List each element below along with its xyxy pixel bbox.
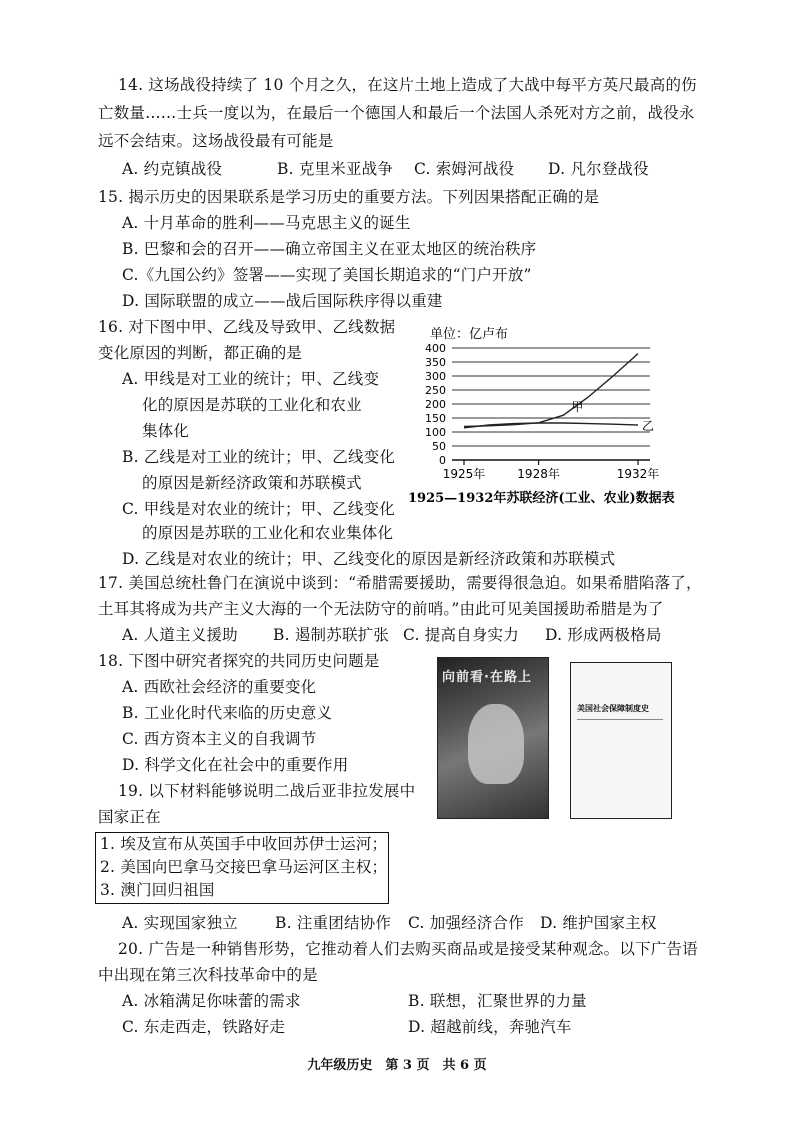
q15-stem: 15. 揭示历史的因果联系是学习历史的重要方法。下列因果搭配正确的是 [98, 188, 600, 206]
q19-option-a: A. 实现国家独立 [122, 914, 238, 932]
book-2-title: 美国社会保障制度史 [577, 704, 649, 713]
series-line-yi [464, 423, 638, 428]
y-tick-label: 200 [425, 398, 446, 411]
x-tick-label: 1932年 [616, 467, 660, 481]
q16-option-a-line-3: 集体化 [142, 422, 190, 440]
q16-option-b-line-1: B. 乙线是对工业的统计；甲、乙线变化 [122, 448, 396, 466]
book-1-portrait [468, 704, 524, 784]
q19-material-3: 3. 澳门回归祖国 [100, 881, 215, 899]
ussr-economy-chart [400, 318, 680, 528]
q15-option-b: B. 巴黎和会的召开——确立帝国主义在亚太地区的统治秩序 [122, 240, 537, 258]
q18-option-d: D. 科学文化在社会中的重要作用 [122, 756, 349, 774]
q17-option-a: A. 人道主义援助 [122, 626, 238, 644]
q20-stem-line-2: 中出现在第三次科技革命中的是 [98, 966, 318, 984]
q19-stem-line-2: 国家正在 [98, 808, 161, 826]
q19-option-d: D. 维护国家主权 [540, 914, 657, 932]
q14-option-a: A. 约克镇战役 [122, 160, 223, 178]
q14-stem-line-1: 14. 这场战役持续了 10 个月之久，在这片土地上造成了大战中每平方英尺最高的伤 [118, 76, 697, 94]
book-cover-2 [570, 662, 672, 819]
y-tick-label: 100 [425, 426, 446, 439]
y-tick-label: 50 [432, 440, 446, 453]
q16-option-c-line-1: C. 甲线是对农业的统计；甲、乙线变化 [122, 500, 395, 518]
book-1-title: 向前看·在路上 [442, 670, 532, 685]
y-tick-label: 250 [425, 384, 446, 397]
q19-stem-line-1: 19. 以下材料能够说明二战后亚非拉发展中 [118, 782, 416, 800]
q15-option-d: D. 国际联盟的成立——战后国际秩序得以重建 [122, 292, 443, 310]
q16-option-a-line-2: 化的原因是苏联的工业化和农业 [142, 396, 362, 414]
q18-option-c: C. 西方资本主义的自我调节 [122, 730, 317, 748]
q17-stem-line-2: 土耳其将成为共产主义大海的一个无法防守的前哨。”由此可见美国援助希腊是为了 [98, 600, 664, 618]
q14-option-c: C. 索姆河战役 [414, 160, 515, 178]
chart-unit-label: 单位：亿卢布 [430, 327, 509, 342]
q18-option-a: A. 西欧社会经济的重要变化 [122, 678, 317, 696]
q14-option-b: B. 克里米亚战争 [277, 160, 394, 178]
series-layer [464, 354, 654, 433]
page-footer: 九年级历史 第 3 页 共 6 页 [307, 1058, 487, 1073]
x-tick-label: 1925年 [442, 467, 486, 481]
q15-option-c: C.《九国公约》签署——实现了美国长期追求的“门户开放” [122, 266, 532, 284]
q20-stem-line-1: 20. 广告是一种销售形势，它推动着人们去购买商品或是接受某种观念。以下广告语 [118, 940, 698, 958]
q20-option-c: C. 东走西走，铁路好走 [122, 1018, 286, 1036]
q18-stem: 18. 下图中研究者探究的共同历史问题是 [98, 652, 380, 670]
y-tick-label: 400 [425, 342, 446, 355]
q16-stem-line-1: 16. 对下图中甲、乙线及导致甲、乙线数据 [98, 318, 396, 336]
q17-option-d: D. 形成两极格局 [545, 626, 662, 644]
y-tick-label: 0 [439, 454, 446, 467]
q17-option-b: B. 遏制苏联扩张 [273, 626, 390, 644]
series-label-yi: 乙 [642, 419, 655, 433]
q20-option-d: D. 超越前线，奔驰汽车 [408, 1018, 572, 1036]
x-axis-ticks [443, 460, 660, 481]
q19-material-1: 1. 埃及宣布从英国手中收回苏伊士运河； [100, 835, 388, 853]
q19-material-box [95, 832, 389, 904]
q19-material-2: 2. 美国向巴拿马交接巴拿马运河区主权； [100, 858, 388, 876]
q14-stem-line-3: 远不会结束。这场战役最有可能是 [98, 132, 334, 150]
chart-title: 1925—1932年苏联经济(工业、农业)数据表 [408, 491, 675, 506]
q16-option-c-line-2: 的原因是苏联的工业化和农业集体化 [142, 524, 394, 542]
q14-option-d: D. 凡尔登战役 [548, 160, 649, 178]
q18-option-b: B. 工业化时代来临的历史意义 [122, 704, 333, 722]
x-tick-label: 1928年 [517, 467, 560, 481]
q19-option-c: C. 加强经济合作 [408, 914, 524, 932]
chart-grid [452, 348, 650, 460]
series-label-jia: 甲 [571, 400, 584, 415]
q20-option-b: B. 联想，汇聚世界的力量 [408, 992, 587, 1010]
q15-option-a: A. 十月革命的胜利——马克思主义的诞生 [122, 214, 411, 232]
q14-stem-line-2: 亡数量……士兵一度以为，在最后一个德国人和最后一个法国人杀死对方之前，战役永 [98, 104, 695, 122]
q20-option-a: A. 冰箱满足你味蕾的需求 [122, 992, 301, 1010]
book-2-line [577, 719, 663, 720]
y-axis-ticks [425, 342, 446, 467]
q17-option-c: C. 提高自身实力 [403, 626, 519, 644]
y-tick-label: 350 [425, 356, 446, 369]
q16-option-d: D. 乙线是对农业的统计；甲、乙线变化的原因是新经济政策和苏联模式 [122, 550, 616, 568]
book-cover-1 [437, 657, 549, 819]
q16-option-a-line-1: A. 甲线是对工业的统计；甲、乙线变 [122, 370, 380, 388]
q19-option-b: B. 注重团结协作 [275, 914, 392, 932]
q16-stem-line-2: 变化原因的判断，都正确的是 [98, 344, 303, 362]
q17-stem-line-1: 17. 美国总统杜鲁门在演说中谈到：“希腊需要援助，需要得很急迫。如果希腊陷落了， [98, 574, 702, 592]
y-tick-label: 150 [425, 412, 446, 425]
y-tick-label: 300 [425, 370, 446, 383]
q16-option-b-line-2: 的原因是新经济政策和苏联模式 [142, 474, 362, 492]
